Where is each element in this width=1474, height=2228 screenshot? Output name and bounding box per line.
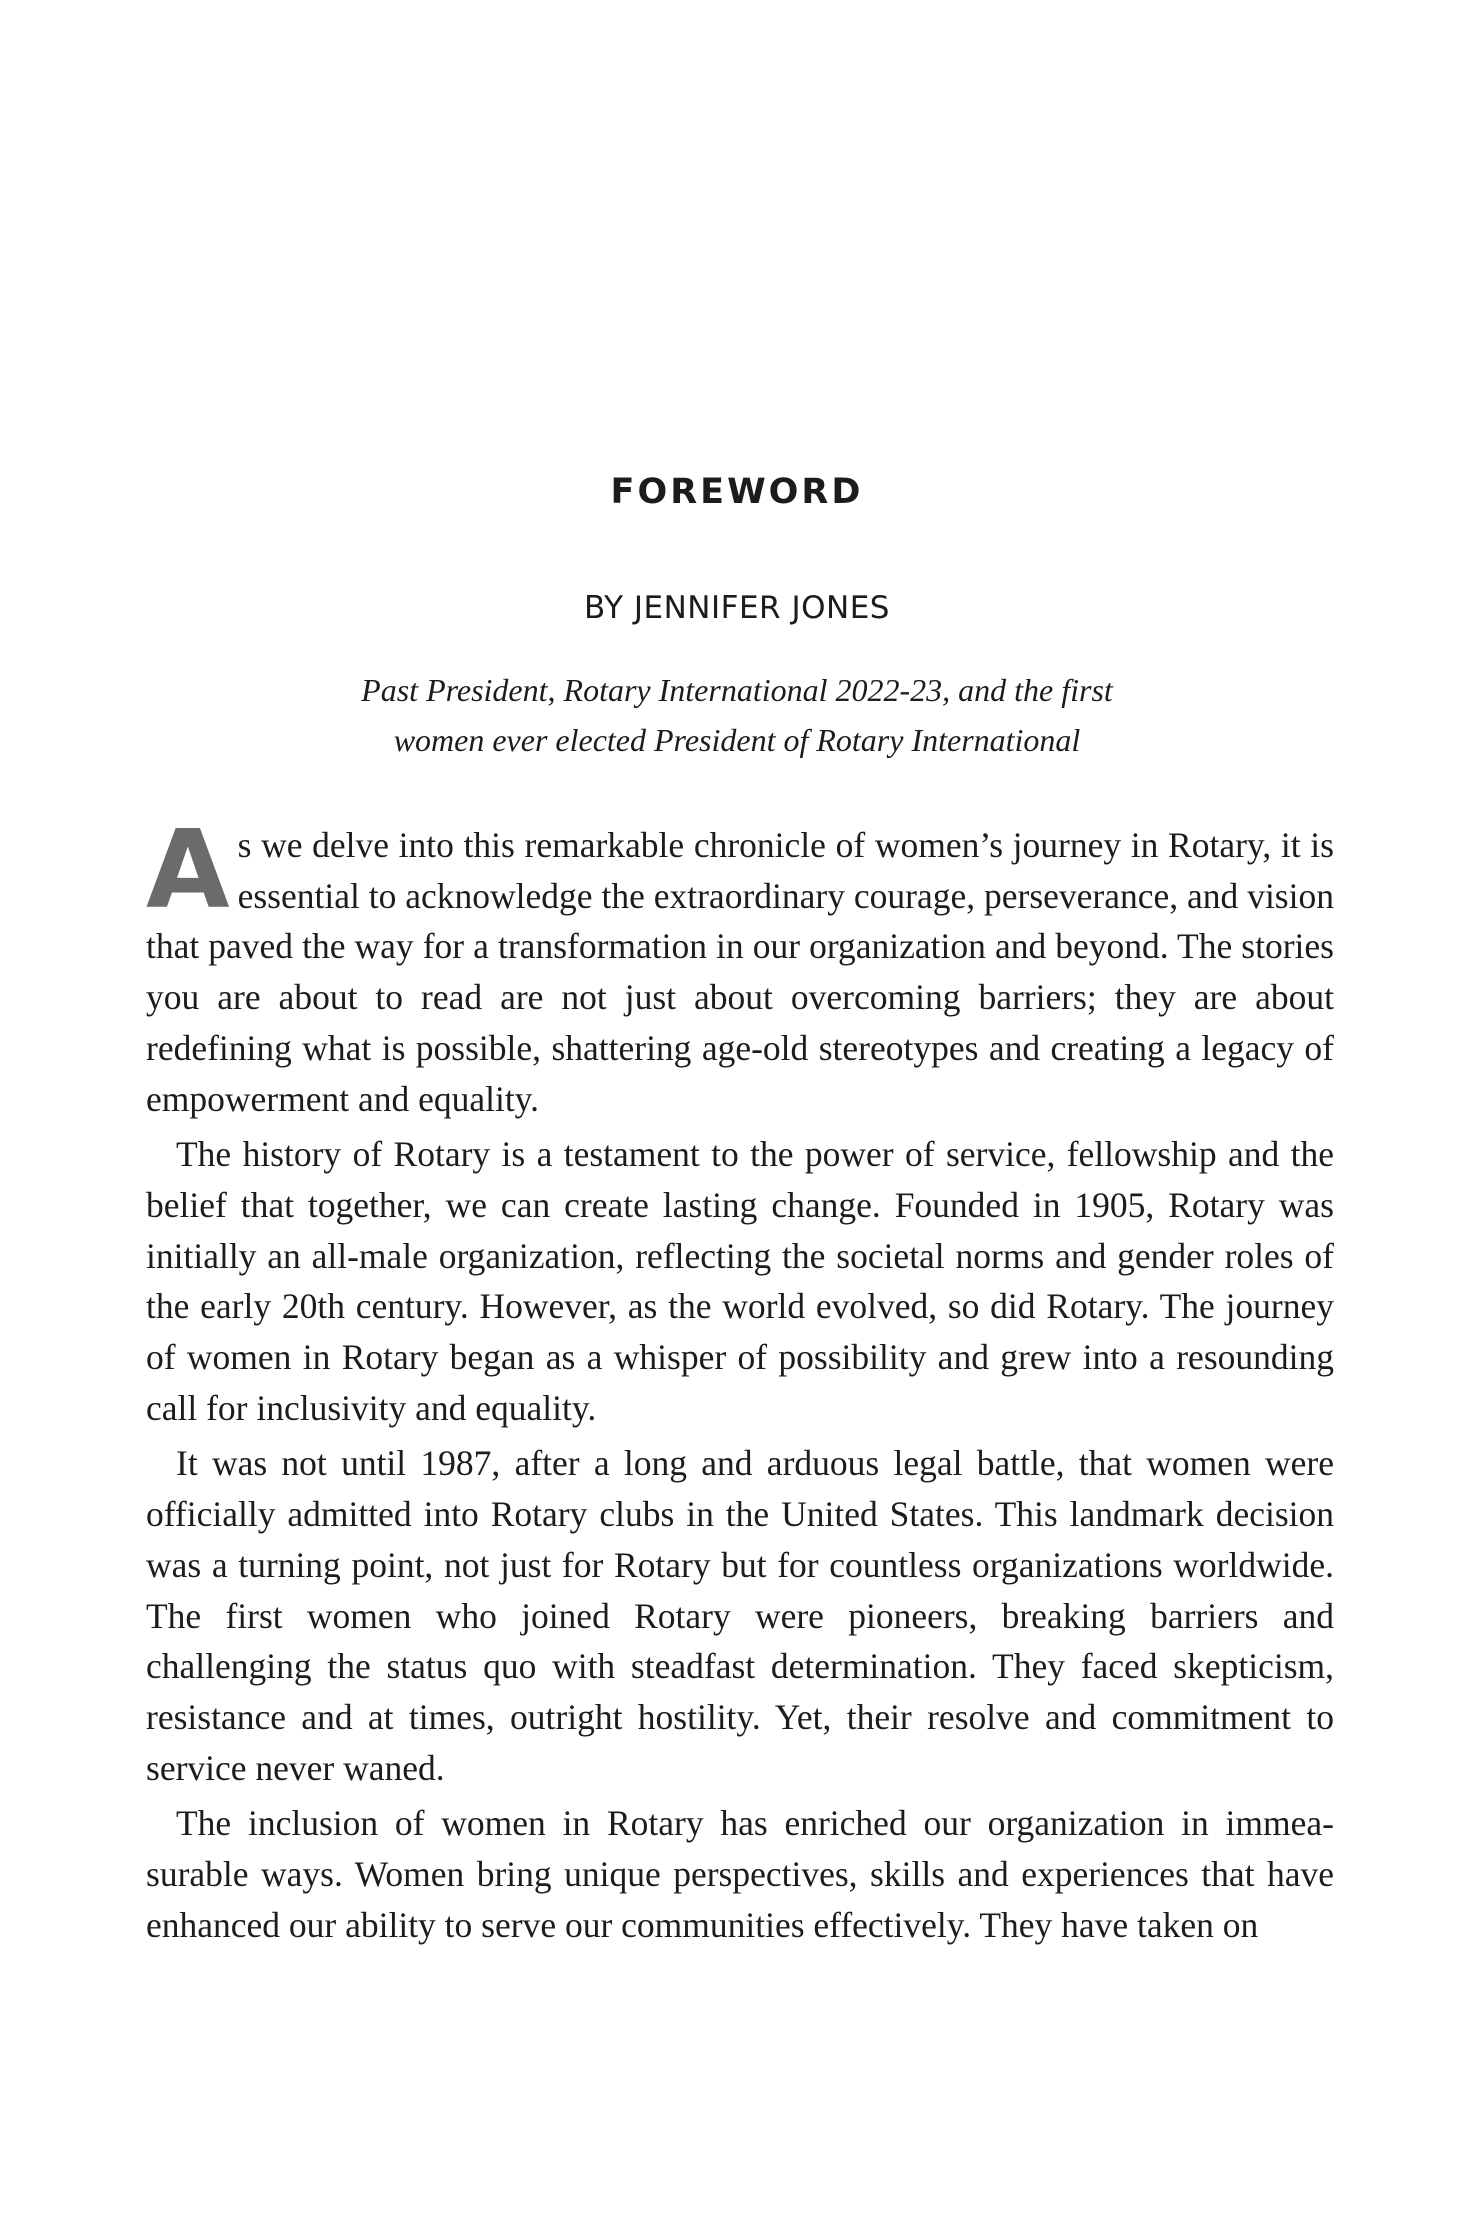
chapter-title: FOREWORD — [610, 472, 864, 512]
body-text — [146, 808, 1334, 1950]
paragraph-4: The inclusion of women in Rotary has enriched our organization in immeasurable ways. Women bring unique perspectives, skills and experiences that have enhanced our ability to serve our communities effectively. They have taken on — [146, 1803, 1334, 1945]
author-byline: BY JENNIFER JONES — [584, 590, 890, 626]
author-description — [0, 665, 1474, 765]
paragraph-1-text: s we delve into this remarkable chronicle of women’s journey in Rotary, it is essential to acknowledge the extraordinary courage, perseverance, and vision that paved the way for a transformation in our organization and beyond. The stories you are about to read are not just about overcoming barriers; they are about redefining what is possible, shattering age-old stereotypes and creating a legacy of empowerment and equality. — [146, 825, 1334, 1119]
drop-cap: A — [146, 808, 230, 933]
paragraph-3: It was not until 1987, after a long and arduous legal battle, that women were officially admitted into Rotary clubs in the United States. This landmark decision was a turning point, not just for Rotary but for countless organizations worldwide. The first women who joined Rotary were pioneers, breaking barriers and challenging the status quo with steadfast determination. They faced skepticism, resistance and at times, outright hostility. Yet, their resolve and commitment to service never waned. — [146, 1443, 1334, 1788]
author-description-line-2: women ever elected President of Rotary International — [393, 722, 1081, 758]
paragraph-1 — [146, 808, 1334, 1124]
paragraph-2: The history of Rotary is a testament to the power of service, fellowship and the belief that together, we can create lasting change. Founded in 1905, Rotary was initially an all-male organization, reflecting the societal norms and gender roles of the early 20th century. However, as the world evolved, so did Rotary. The journey of women in Rotary began as a whisper of possibility and grew into a resounding call for inclusivity and equality. — [146, 1134, 1334, 1428]
author-description-line-1: Past President, Rotary International 2022-23, and the first — [361, 672, 1113, 708]
